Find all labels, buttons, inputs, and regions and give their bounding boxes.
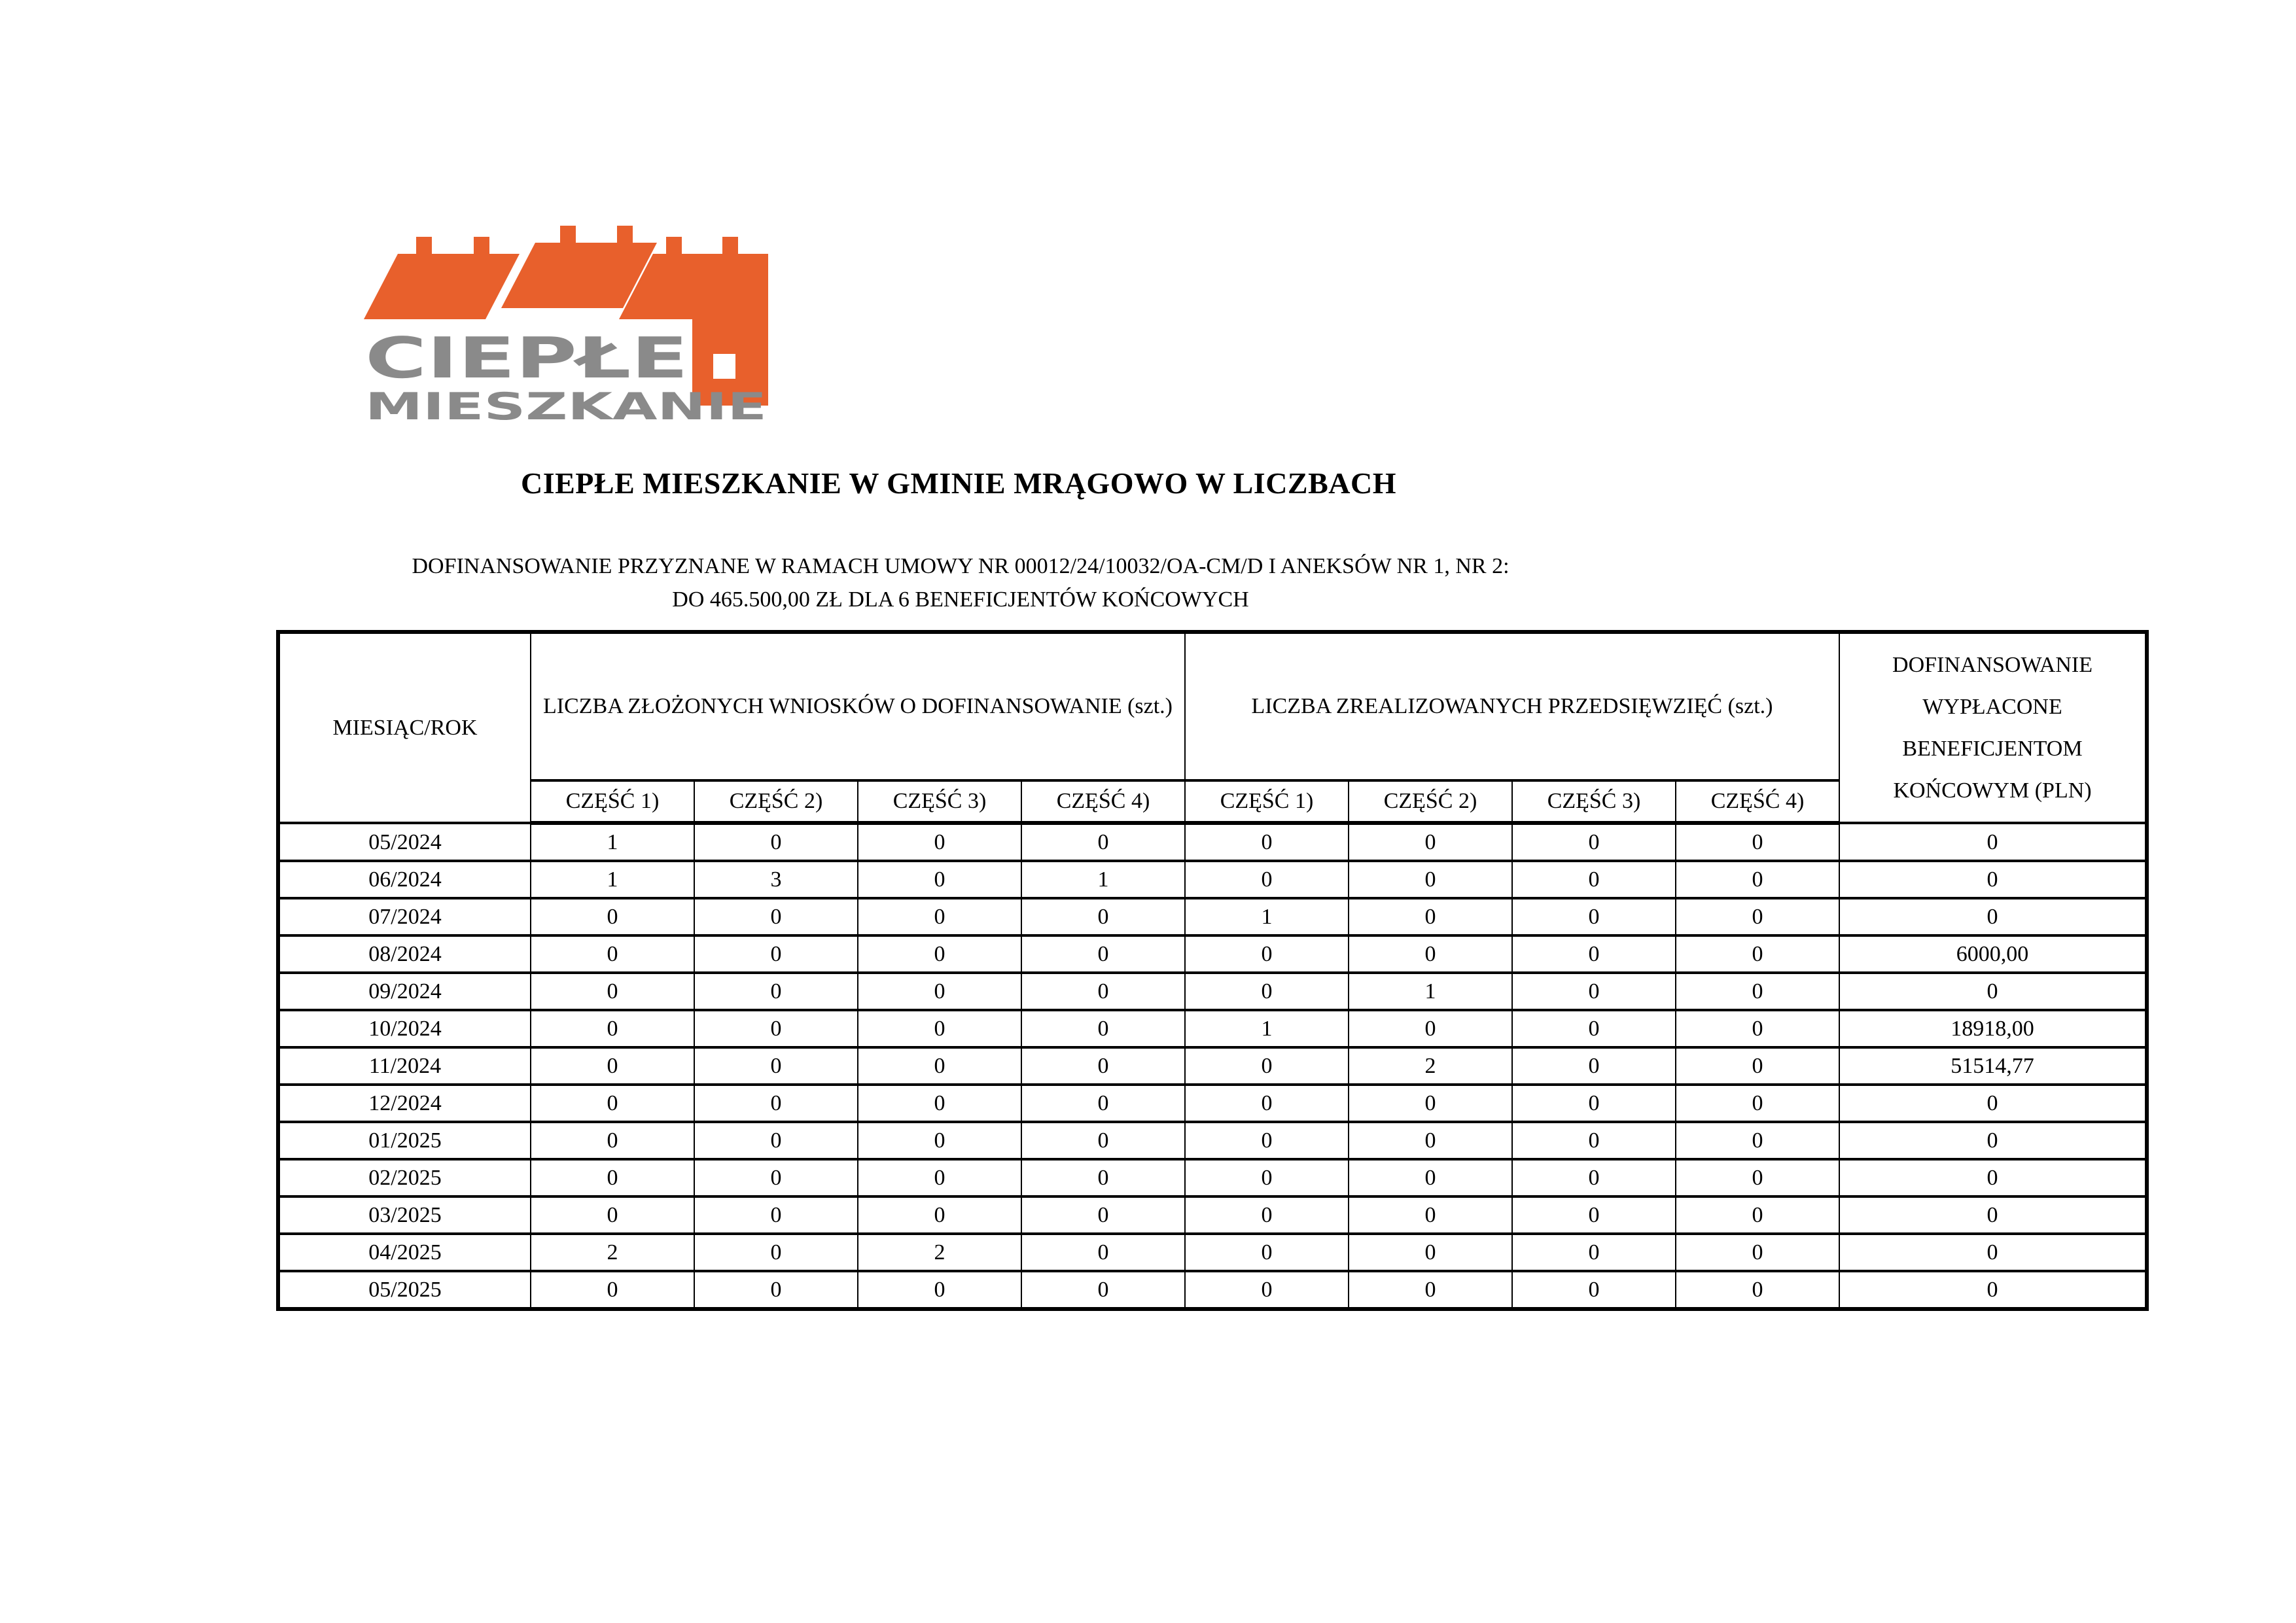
month-cell: 08/2024: [278, 935, 531, 973]
value-cell: 0: [1676, 898, 1839, 935]
value-cell: 0: [694, 1010, 858, 1047]
value-cell: 51514,77: [1839, 1047, 2147, 1085]
value-cell: 3: [694, 861, 858, 898]
value-cell: 0: [531, 898, 694, 935]
value-cell: 0: [1512, 973, 1676, 1010]
month-cell: 05/2024: [278, 823, 531, 861]
value-cell: 0: [858, 1010, 1021, 1047]
value-cell: 0: [694, 1122, 858, 1159]
value-cell: 0: [1185, 1271, 1349, 1309]
value-cell: 0: [1676, 823, 1839, 861]
subtitle-line-1: DOFINANSOWANIE PRZYZNANE W RAMACH UMOWY NR 00012/24/10032/OA-CM/D I ANEKSÓW NR 1, NR 2:: [412, 554, 1510, 578]
value-cell: 0: [694, 1234, 858, 1271]
value-cell: 0: [531, 1047, 694, 1085]
month-cell: 07/2024: [278, 898, 531, 935]
value-cell: 0: [694, 1047, 858, 1085]
value-cell: 0: [1021, 1234, 1185, 1271]
value-cell: 0: [1021, 973, 1185, 1010]
window-icon: [713, 354, 735, 379]
value-cell: 0: [1839, 1122, 2147, 1159]
value-cell: 0: [1185, 1234, 1349, 1271]
table-row: [278, 1234, 2147, 1271]
value-cell: 0: [1021, 935, 1185, 973]
value-cell: 0: [1676, 1271, 1839, 1309]
subheader-czesc-1: CZĘŚĆ 1): [531, 780, 694, 823]
value-cell: 0: [531, 1122, 694, 1159]
value-cell: 0: [531, 1196, 694, 1234]
value-cell: 0: [1021, 823, 1185, 861]
value-cell: 0: [1349, 823, 1512, 861]
value-cell: 0: [1349, 1234, 1512, 1271]
value-cell: 0: [531, 935, 694, 973]
value-cell: 0: [694, 823, 858, 861]
value-cell: 0: [1512, 1271, 1676, 1309]
value-cell: 0: [1676, 1196, 1839, 1234]
month-cell: 03/2025: [278, 1196, 531, 1234]
logo-text-line1: CIEPŁE: [365, 326, 688, 391]
value-cell: 6000,00: [1839, 935, 2147, 973]
value-cell: 0: [1512, 1010, 1676, 1047]
value-cell: 0: [1839, 1085, 2147, 1122]
value-cell: 0: [1676, 861, 1839, 898]
value-cell: 0: [1512, 1234, 1676, 1271]
value-cell: 0: [1839, 823, 2147, 861]
value-cell: 0: [1676, 1234, 1839, 1271]
value-cell: 0: [1185, 861, 1349, 898]
value-cell: 0: [1349, 898, 1512, 935]
value-cell: 0: [1839, 1196, 2147, 1234]
value-cell: 0: [694, 1196, 858, 1234]
value-cell: 0: [694, 935, 858, 973]
value-cell: 0: [1512, 898, 1676, 935]
value-cell: 0: [1021, 1085, 1185, 1122]
value-cell: 0: [1185, 1122, 1349, 1159]
value-cell: 0: [694, 1271, 858, 1309]
value-cell: 0: [858, 1196, 1021, 1234]
value-cell: 0: [1021, 1010, 1185, 1047]
value-cell: 0: [1512, 1085, 1676, 1122]
value-cell: 0: [1512, 823, 1676, 861]
value-cell: 0: [1185, 1047, 1349, 1085]
value-cell: 0: [1512, 861, 1676, 898]
value-cell: 1: [531, 823, 694, 861]
column-group-applications: LICZBA ZŁOŻONYCH WNIOSKÓW O DOFINANSOWANIE (szt.): [531, 632, 1185, 780]
page-subtitle: [0, 550, 1921, 616]
value-cell: 0: [1676, 1010, 1839, 1047]
value-cell: 0: [1185, 973, 1349, 1010]
value-cell: 1: [1185, 1010, 1349, 1047]
subheader-czesc-4: CZĘŚĆ 4): [1676, 780, 1839, 823]
value-cell: 2: [1349, 1047, 1512, 1085]
value-cell: 0: [1839, 1234, 2147, 1271]
value-cell: 0: [1185, 1085, 1349, 1122]
table-row: [278, 1010, 2147, 1047]
value-cell: 0: [1185, 823, 1349, 861]
table-body: [278, 823, 2147, 1309]
table-row: [278, 1271, 2147, 1309]
table-row: [278, 823, 2147, 861]
value-cell: 0: [694, 973, 858, 1010]
logo-houses-icon: [363, 226, 769, 421]
subheader-czesc-3: CZĘŚĆ 3): [858, 780, 1021, 823]
subheader-czesc-4: CZĘŚĆ 4): [1021, 780, 1185, 823]
column-header-paid: DOFINANSOWANIE WYPŁACONE BENEFICJENTOM KOŃCOWYM (PLN): [1839, 632, 2147, 823]
subheader-czesc-2: CZĘŚĆ 2): [1349, 780, 1512, 823]
month-cell: 11/2024: [278, 1047, 531, 1085]
table-row: [278, 1159, 2147, 1196]
value-cell: 0: [858, 1122, 1021, 1159]
value-cell: 0: [1021, 898, 1185, 935]
value-cell: 2: [858, 1234, 1021, 1271]
value-cell: 0: [1349, 1271, 1512, 1309]
value-cell: 0: [1349, 1010, 1512, 1047]
value-cell: 0: [1676, 935, 1839, 973]
month-cell: 10/2024: [278, 1010, 531, 1047]
value-cell: 0: [1839, 898, 2147, 935]
table-row: [278, 861, 2147, 898]
table-row: [278, 898, 2147, 935]
value-cell: 1: [1349, 973, 1512, 1010]
value-cell: 0: [694, 1085, 858, 1122]
value-cell: 0: [1512, 1159, 1676, 1196]
value-cell: 0: [1512, 1122, 1676, 1159]
column-header-month: MIESIĄC/ROK: [278, 632, 531, 823]
table-header: [278, 632, 2147, 823]
value-cell: 0: [694, 898, 858, 935]
value-cell: 1: [1185, 898, 1349, 935]
value-cell: 0: [1021, 1196, 1185, 1234]
value-cell: 0: [1349, 935, 1512, 973]
value-cell: 0: [531, 1010, 694, 1047]
value-cell: 0: [1021, 1047, 1185, 1085]
value-cell: 0: [858, 1159, 1021, 1196]
value-cell: 0: [858, 1047, 1021, 1085]
value-cell: 0: [1021, 1159, 1185, 1196]
value-cell: 0: [531, 1159, 694, 1196]
value-cell: 0: [1349, 1196, 1512, 1234]
value-cell: 0: [1676, 1159, 1839, 1196]
value-cell: 0: [1839, 973, 2147, 1010]
month-cell: 02/2025: [278, 1159, 531, 1196]
value-cell: 0: [1676, 1047, 1839, 1085]
month-cell: 06/2024: [278, 861, 531, 898]
subtitle-line-2: DO 465.500,00 ZŁ DLA 6 BENEFICJENTÓW KOŃCOWYCH: [672, 587, 1249, 612]
value-cell: 0: [1349, 1122, 1512, 1159]
chimney-icon: [560, 226, 576, 245]
statistics-table: [276, 630, 2149, 1311]
page-title: CIEPŁE MIESZKANIE W GMINIE MRĄGOWO W LICZBACH: [521, 466, 1396, 500]
value-cell: 1: [531, 861, 694, 898]
value-cell: 0: [1349, 861, 1512, 898]
value-cell: 0: [694, 1159, 858, 1196]
table-row: [278, 1122, 2147, 1159]
value-cell: 1: [1021, 861, 1185, 898]
value-cell: 0: [1349, 1085, 1512, 1122]
value-cell: 0: [1512, 1196, 1676, 1234]
chimney-icon: [474, 237, 489, 256]
subheader-czesc-1: CZĘŚĆ 1): [1185, 780, 1349, 823]
value-cell: 0: [1676, 973, 1839, 1010]
table-row: [278, 1047, 2147, 1085]
value-cell: 2: [531, 1234, 694, 1271]
value-cell: 0: [1512, 935, 1676, 973]
value-cell: 18918,00: [1839, 1010, 2147, 1047]
value-cell: 0: [1349, 1159, 1512, 1196]
month-cell: 09/2024: [278, 973, 531, 1010]
value-cell: 0: [531, 973, 694, 1010]
month-cell: 05/2025: [278, 1271, 531, 1309]
value-cell: 0: [1021, 1271, 1185, 1309]
table-row: [278, 1196, 2147, 1234]
value-cell: 0: [1021, 1122, 1185, 1159]
value-cell: 0: [1185, 1196, 1349, 1234]
cieple-mieszkanie-logo: [363, 226, 769, 421]
subheader-czesc-2: CZĘŚĆ 2): [694, 780, 858, 823]
value-cell: 0: [1185, 935, 1349, 973]
value-cell: 0: [858, 861, 1021, 898]
value-cell: 0: [1676, 1085, 1839, 1122]
value-cell: 0: [858, 898, 1021, 935]
value-cell: 0: [858, 1085, 1021, 1122]
month-cell: 04/2025: [278, 1234, 531, 1271]
roof-left-icon: [364, 254, 520, 319]
table-row: [278, 1085, 2147, 1122]
value-cell: 0: [531, 1085, 694, 1122]
value-cell: 0: [1185, 1159, 1349, 1196]
month-cell: 01/2025: [278, 1122, 531, 1159]
chimney-icon: [416, 237, 432, 256]
table-row: [278, 973, 2147, 1010]
value-cell: 0: [1676, 1122, 1839, 1159]
value-cell: 0: [1839, 861, 2147, 898]
value-cell: 0: [858, 1271, 1021, 1309]
table-row: [278, 935, 2147, 973]
value-cell: 0: [1512, 1047, 1676, 1085]
chimney-icon: [722, 237, 738, 256]
value-cell: 0: [531, 1271, 694, 1309]
chimney-icon: [617, 226, 633, 245]
month-cell: 12/2024: [278, 1085, 531, 1122]
value-cell: 0: [1839, 1159, 2147, 1196]
value-cell: 0: [1839, 1271, 2147, 1309]
subheader-czesc-3: CZĘŚĆ 3): [1512, 780, 1676, 823]
value-cell: 0: [858, 823, 1021, 861]
chimney-icon: [666, 237, 682, 256]
value-cell: 0: [858, 935, 1021, 973]
column-group-completed: LICZBA ZREALIZOWANYCH PRZEDSIĘWZIĘĆ (szt.): [1185, 632, 1839, 780]
header-group-row: [278, 632, 2147, 780]
logo-text-line2: MIESZKANIE: [365, 385, 767, 421]
value-cell: 0: [858, 973, 1021, 1010]
